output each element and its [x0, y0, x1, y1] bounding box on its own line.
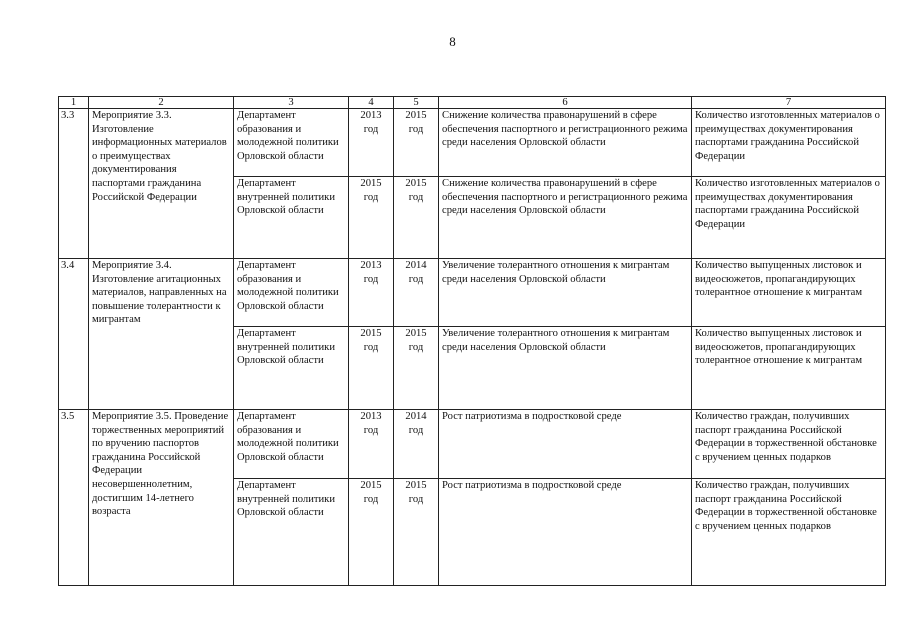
indicator: Количество граждан, получивших паспорт гражданина Российской Федерации в торжественной обстановке с вручением ценных подарков: [692, 410, 886, 479]
start-year: 2015 год: [349, 177, 394, 259]
column-header: 7: [692, 97, 886, 109]
expected-result: Рост патриотизма в подростковой среде: [439, 410, 692, 479]
end-year: 2015 год: [394, 177, 439, 259]
department: Департамент внутренней политики Орловской области: [234, 479, 349, 586]
end-year: 2015 год: [394, 109, 439, 177]
column-header: 2: [89, 97, 234, 109]
department: Департамент внутренней политики Орловской области: [234, 177, 349, 259]
end-year: 2014 год: [394, 410, 439, 479]
expected-result: Увеличение толерантного отношения к мигрантам среди населения Орловской области: [439, 259, 692, 327]
table-row: [59, 410, 886, 479]
event-name: Мероприятие 3.3. Изготовление информационных материалов о преимуществах документирования паспортами гражданина Российской Федерации: [89, 109, 234, 259]
start-year: 2013 год: [349, 109, 394, 177]
department: Департамент образования и молодежной политики Орловской области: [234, 259, 349, 327]
indicator: Количество изготовленных материалов о преимуществах документирования паспортами гражданина Российской Федерации: [692, 177, 886, 259]
expected-result: Увеличение толерантного отношения к мигрантам среди населения Орловской области: [439, 327, 692, 410]
event-name: Мероприятие 3.5. Проведение торжественных мероприятий по вручению паспортов гражданина Российской Федерации несовершеннолетним, достигшим 14-летнего возраста: [89, 410, 234, 586]
end-year: 2015 год: [394, 327, 439, 410]
indicator: Количество выпущенных листовок и видеосюжетов, пропагандирующих толерантное отношение к мигрантам: [692, 259, 886, 327]
expected-result: Рост патриотизма в подростковой среде: [439, 479, 692, 586]
indicator: Количество изготовленных материалов о преимуществах документирования паспортами гражданина Российской Федерации: [692, 109, 886, 177]
event-number: 3.4: [59, 259, 89, 410]
column-header: 4: [349, 97, 394, 109]
department: Департамент внутренней политики Орловской области: [234, 327, 349, 410]
start-year: 2013 год: [349, 410, 394, 479]
column-header: 1: [59, 97, 89, 109]
indicator: Количество граждан, получивших паспорт гражданина Российской Федерации в торжественной обстановке с вручением ценных подарков: [692, 479, 886, 586]
end-year: 2014 год: [394, 259, 439, 327]
page-number: 8: [449, 34, 456, 49]
indicator: Количество выпущенных листовок и видеосюжетов, пропагандирующих толерантное отношение к мигрантам: [692, 327, 886, 410]
column-header: 6: [439, 97, 692, 109]
expected-result: Снижение количества правонарушений в сфере обеспечения паспортного и регистрационного режима среди населения Орловской области: [439, 109, 692, 177]
event-number: 3.3: [59, 109, 89, 259]
start-year: 2013 год: [349, 259, 394, 327]
event-name: Мероприятие 3.4. Изготовление агитационных материалов, направленных на повышение толерантности к мигрантам: [89, 259, 234, 410]
department: Департамент образования и молодежной политики Орловской области: [234, 109, 349, 177]
table-row: [59, 109, 886, 177]
end-year: 2015 год: [394, 479, 439, 586]
start-year: 2015 год: [349, 327, 394, 410]
department: Департамент образования и молодежной политики Орловской области: [234, 410, 349, 479]
event-number: 3.5: [59, 410, 89, 586]
program-events-table: [58, 96, 886, 586]
table-header-row: [59, 97, 886, 109]
column-header: 3: [234, 97, 349, 109]
expected-result: Снижение количества правонарушений в сфере обеспечения паспортного и регистрационного режима среди населения Орловской области: [439, 177, 692, 259]
table-row: [59, 259, 886, 327]
column-header: 5: [394, 97, 439, 109]
start-year: 2015 год: [349, 479, 394, 586]
